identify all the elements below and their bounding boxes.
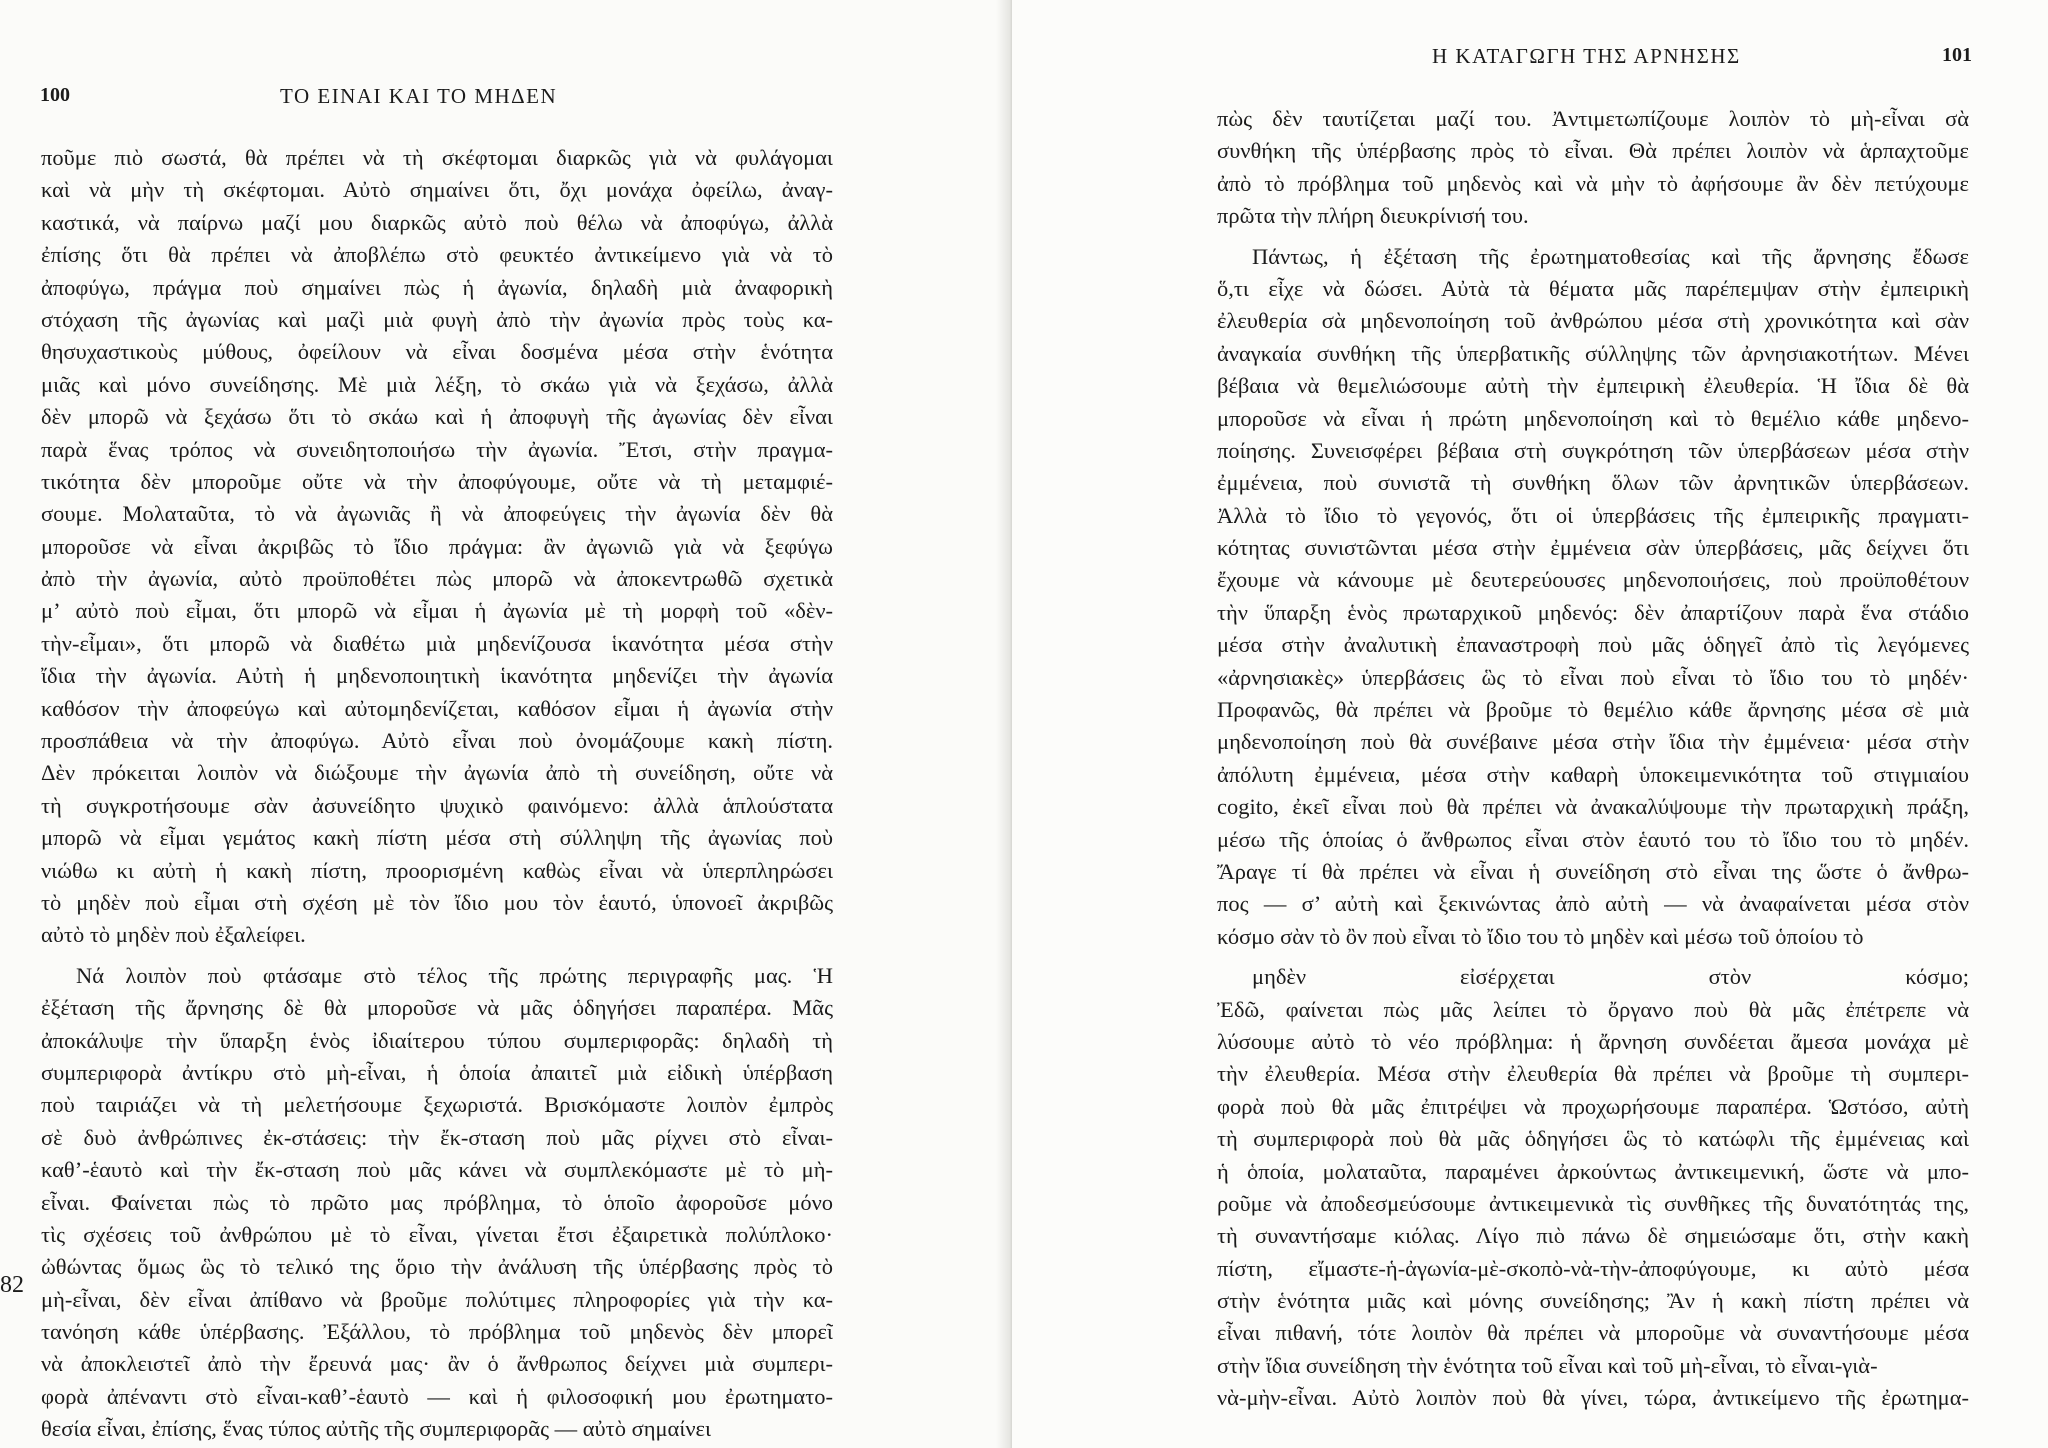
text-line: μέσα στὴν ἀναλυτικὴ ἐπαναστροφὴ ποὺ μᾶς ὁδηγεῖ ἀπὸ τὶς λεγόμενες bbox=[1217, 632, 1969, 658]
right-page-header bbox=[1212, 44, 1972, 84]
right-page bbox=[1012, 0, 2048, 1448]
text-line: Ἀλλὰ τὸ ἴδιο τὸ γεγονός, ὅτι οἱ ὑπερβάσεις τῆς ἐμπειρικῆς πραγματι- bbox=[1217, 502, 1969, 528]
text-line: σὲ δυὸ ἀνθρώπινες ἐκ-στάσεις: τὴν ἔκ-σταση ποὺ μᾶς ρίχνει στὸ εἶναι- bbox=[41, 1124, 833, 1150]
text-line: συμπεριφορὰ ἀντίκρυ στὸ μὴ-εἶναι, ἡ ὁποία ἀπαιτεῖ μιὰ εἰδικὴ ὑπέρβαση bbox=[41, 1059, 833, 1085]
text-line: καθ’-ἑαυτὸ καὶ τὴν ἔκ-σταση ποὺ μᾶς κάνει νὰ συμπλεκόμαστε μὲ τὸ μὴ- bbox=[41, 1157, 833, 1183]
text-line: βέβαια νὰ θεμελιώσουμε αὐτὴ τὴν ἐμπειρικὴ ἐλευθερία. Ἡ ἴδια δὲ θὰ bbox=[1217, 373, 1969, 399]
text-line: μποροῦσε νὰ εἶναι ἀκριβῶς τὸ ἴδιο πράγμα: ἂν ἀγωνιῶ γιὰ νὰ ξεφύγω bbox=[41, 533, 833, 559]
right-page-body bbox=[1217, 103, 1969, 1415]
text-line: λύσουμε αὐτὸ τὸ νέο πρόβλημα: ἡ ἄρνηση συνδέεται ἄμεσα μονάχα μὲ bbox=[1217, 1028, 1969, 1054]
text-line: κότητας συνιστῶνται μέσα στὴν ἐμμένεια σὰν ὑπερβάσεις, μᾶς δείχνει ὅτι bbox=[1217, 535, 1969, 561]
text-line: τὴν ἐλευθερία. Μέσα στὴν ἐλευθερία θὰ πρέπει νὰ βροῦμε τὴ συμπερι- bbox=[1217, 1061, 1969, 1087]
text-line: τὴ συγκροτήσουμε σὰν ἀσυνείδητο ψυχικὸ φαινόμενο: ἀλλὰ ἁπλούστατα bbox=[41, 792, 833, 818]
text-line: τὴ συναντήσαμε κιόλας. Λίγο πιὸ πάνω δὲ σημειώσαμε ὅτι, στὴν κακὴ bbox=[1217, 1223, 1969, 1249]
text-line: μὴ-εἶναι, δὲν εἶναι ἀπίθανο νὰ βροῦμε πολύτιμες πληροφορίες γιὰ τὴν κα- bbox=[41, 1286, 833, 1312]
text-line: μποροῦσε νὰ εἶναι ἡ πρώτη μηδενοποίηση καὶ τὸ θεμέλιο κάθε μηδενο- bbox=[1217, 405, 1969, 431]
text-line: ροῦμε νὰ ἀποδεσμεύσουμε ἀντικειμενικὰ τὶς συνθῆκες τῆς δυνατότητάς της, bbox=[1217, 1190, 1969, 1216]
text-line: ἀποκάλυψε τὴν ὕπαρξη ἑνὸς ἰδιαίτερου τύπου συμπεριφορᾶς: δηλαδὴ τὴ bbox=[41, 1027, 833, 1053]
text-line: Προφανῶς, θὰ πρέπει νὰ βροῦμε τὸ θεμέλιο κάθε ἄρνησης μέσα σὲ μιὰ bbox=[1217, 697, 1969, 723]
text-line: πος — σ’ αὐτὴ καὶ ξεκινώντας ἀπὸ αὐτὴ — νὰ ἀναφαίνεται μέσα στὸν bbox=[1217, 891, 1969, 917]
text-line: καστικά, νὰ παίρνω μαζί μου διαρκῶς αὐτὸ ποὺ θέλω νὰ ἀποφύγω, ἀλλὰ bbox=[41, 209, 833, 235]
text-line: μέσω τῆς ὁποίας ὁ ἄνθρωπος εἶναι στὸν ἑαυτό του τὸ ἴδιο του τὸ μηδέν. bbox=[1217, 826, 1969, 852]
text-line: κόσμο σὰν τὸ ὂν ποὺ εἶναι τὸ ἴδιο του τὸ μηδὲν καὶ μέσω τοῦ ὁποίου τὸ bbox=[1217, 923, 1864, 949]
text-line: ὠθώντας ὅμως ὣς τὸ τελικό της ὅριο τὴν ἀνάλυση τῆς ὑπέρβασης πρὸς τὸ bbox=[41, 1254, 833, 1280]
text-line: τὴ συμπεριφορὰ ποὺ θὰ μᾶς ὁδηγήσει ὣς τὸ κατώφλι τῆς ἐμμένειας καὶ bbox=[1217, 1126, 1969, 1152]
text-line: καθόσον τὴν ἀποφεύγω καὶ αὐτομηδενίζεται, καθόσον εἶμαι ἡ ἀγωνία στὴν bbox=[41, 695, 833, 721]
text-line: μηδενοποίηση ποὺ θὰ συνέβαινε μέσα στὴν ἴδια τὴν ἐμμένεια· μέσα στὴν bbox=[1217, 729, 1969, 755]
text-line: πρῶτα τὴν πλήρη διευκρίνισή του. bbox=[1217, 203, 1529, 229]
text-line: cogito, ἐκεῖ εἶναι ποὺ θὰ πρέπει νὰ ἀνακαλύψουμε τὴν πρωταρχικὴ πράξη, bbox=[1217, 794, 1969, 820]
text-line: μ’ αὐτὸ ποὺ εἶμαι, ὅτι μπορῶ νὰ εἶμαι ἡ ἀγωνία μὲ τὴ μορφὴ τοῦ «δὲν- bbox=[41, 598, 833, 624]
text-line: ἐμμένεια, ποὺ συνιστᾶ τὴ συνθήκη ὅλων τῶν ἀρνητικῶν ὑπερβάσεων. bbox=[1217, 470, 1969, 496]
text-line: συνθήκη τῆς ὑπέρβασης πρὸς τὸ εἶναι. Θὰ πρέπει λοιπὸν νὰ ἁρπαχτοῦμε bbox=[1217, 138, 1969, 164]
text-line: εἶναι. Φαίνεται πὼς τὸ πρῶτο μας πρόβλημα, τὸ ὁποῖο ἀφοροῦσε μόνο bbox=[41, 1189, 833, 1215]
text-line: στὴν ἴδια συνείδηση τὴν ἑνότητα τοῦ εἶναι καὶ τοῦ μὴ-εἶναι, τὸ εἶναι-γιὰ- bbox=[1217, 1352, 1878, 1378]
text-line: τὴν-εἶμαι», ὅτι μπορῶ νὰ διαθέτω μιὰ μηδενίζουσα ἱκανότητα μέσα στὴν bbox=[41, 630, 833, 656]
text-line: μηδὲν εἰσέρχεται στὸν κόσμο; bbox=[1252, 964, 1969, 990]
left-page bbox=[0, 0, 1012, 1448]
text-line: ποίησης. Συνεισφέρει βέβαια στὴ συγκρότηση τῶν ὑπερβάσεων μέσα στὴν bbox=[1217, 437, 1969, 463]
text-line: ὅ,τι εἶχε νὰ δώσει. Αὐτὰ τὰ θέματα μᾶς παρέπεμψαν στὴν ἐμπειρικὴ bbox=[1217, 275, 1969, 301]
text-line: φορὰ ἀπέναντι στὸ εἶναι-καθ’-ἑαυτὸ — καὶ ἡ φιλοσοφική μου ἐρωτηματο- bbox=[41, 1383, 833, 1409]
left-page-body bbox=[41, 142, 833, 1446]
text-line: ἐλευθερία σὰ μηδενοποίηση τοῦ ἀνθρώπου μέσα στὴ χρονικότητα καὶ σὰν bbox=[1217, 308, 1969, 334]
text-line: πίστη, εἴμαστε-ἡ-ἀγωνία-μὲ-σκοπὸ-νὰ-τὴν-ἀποφύγουμε, κι αὐτὸ μέσα bbox=[1217, 1255, 1969, 1281]
text-line: μπορῶ νὰ εἶμαι γεμάτος κακὴ πίστη μέσα στὴ σύλληψη τῆς ἀγωνίας ποὺ bbox=[41, 825, 833, 851]
text-line: ἐξέταση τῆς ἄρνησης δὲ θὰ μποροῦσε νὰ μᾶς ὁδηγήσει παραπέρα. Μᾶς bbox=[41, 995, 833, 1021]
text-line: ἀναγκαία συνθήκη τῆς ὑπερβατικῆς σύλληψης τῶν ἀρνησιακοτήτων. Μένει bbox=[1217, 340, 1969, 366]
text-line: θησυχαστικοὺς μύθους, ὀφείλουν νὰ εἶναι δοσμένα μέσα στὴν ἑνότητα bbox=[41, 339, 833, 365]
text-line: τικότητα δὲν μποροῦμε οὔτε νὰ τὴν ἀποφύγουμε, οὔτε νὰ τὴ μεταμφιέ- bbox=[41, 468, 833, 494]
text-line: «ἀρνησιακὲς» ὑπερβάσεις ὣς τὸ εἶναι ποὺ εἶναι τὸ ἴδιο του τὸ μηδέν· bbox=[1217, 664, 1969, 690]
text-line: νιώθω κι αὐτὴ ἡ κακὴ πίστη, προορισμένη καθὼς εἶναι νὰ ὑπερπληρώσει bbox=[41, 857, 833, 883]
text-line: ποὺ ταιριάζει νὰ τὴ μελετήσουμε ξεχωριστά. Βρισκόμαστε λοιπὸν ἐμπρὸς bbox=[41, 1092, 833, 1118]
text-line: ἡ ὁποία, μολαταῦτα, παραμένει ἀρκούντως ἀντικειμενική, ὥστε νὰ μπο- bbox=[1217, 1158, 1969, 1184]
page-number: 101 bbox=[1942, 44, 1972, 66]
text-line: ἐπίσης ὅτι θὰ πρέπει νὰ ἀποβλέπω στὸ φευκτέο ἀντικείμενο γιὰ νὰ τὸ bbox=[41, 242, 833, 268]
text-line: θεσία εἶναι, ἐπίσης, ἕνας τύπος αὐτῆς τῆς συμπεριφορᾶς — αὐτὸ σημαίνει bbox=[41, 1416, 712, 1442]
text-line: παρὰ ἕνας τρόπος νὰ συνειδητοποιήσω τὴν ἀγωνία. Ἔτσι, στὴν πραγμα- bbox=[41, 436, 833, 462]
text-line: προσπάθεια νὰ τὴν ἀποφύγω. Αὐτὸ εἶναι ποὺ ὀνομάζουμε κακὴ πίστη. bbox=[41, 728, 833, 754]
text-line: ἀπόλυτη ἐμμένεια, μέσα στὴν καθαρὴ ὑποκειμενικότητα τοῦ στιγμιαίου bbox=[1217, 761, 1969, 787]
text-line: ἀποφύγω, πράγμα ποὺ σημαίνει πὼς ἡ ἀγωνία, δηλαδὴ μιὰ ἀναφορικὴ bbox=[41, 274, 833, 300]
page-number: 100 bbox=[40, 84, 70, 106]
text-line: δὲν μπορῶ νὰ ξεχάσω ὅτι τὸ σκάω καὶ ἡ ἀποφυγὴ τῆς ἀγωνίας δὲν εἶναι bbox=[41, 404, 833, 430]
text-line: Δὲν πρόκειται λοιπὸν νὰ διώξουμε τὴν ἀγωνία ἀπὸ τὴ συνείδηση, οὔτε νὰ bbox=[41, 760, 833, 786]
text-line: καὶ νὰ μὴν τὴ σκέφτομαι. Αὐτὸ σημαίνει ὅτι, ὄχι μονάχα ὀφείλω, ἀναγ- bbox=[41, 177, 833, 203]
text-line: πὼς δὲν ταυτίζεται μαζί του. Ἀντιμετωπίζουμε λοιπὸν τὸ μὴ-εἶναι σὰ bbox=[1217, 106, 1969, 131]
text-line: ἴδια τὴν ἀγωνία. Αὐτὴ ἡ μηδενοποιητικὴ ἱκανότητα μηδενίζει τὴν ἀγωνία bbox=[41, 663, 833, 689]
margin-number: 82 bbox=[0, 1272, 24, 1298]
text-line: τανόηση κάθε ὑπέρβασης. Ἐξάλλου, τὸ πρόβλημα τοῦ μηδενὸς δὲν μπορεῖ bbox=[41, 1319, 833, 1345]
text-line: Νά λοιπὸν ποὺ φτάσαμε στὸ τέλος τῆς πρώτης περιγραφῆς μας. Ἡ bbox=[76, 962, 833, 988]
text-line: ποῦμε πιὸ σωστά, θὰ πρέπει νὰ τὴ σκέφτομαι διαρκῶς γιὰ νὰ φυλάγομαι bbox=[41, 145, 833, 170]
left-page-header bbox=[40, 84, 880, 124]
text-line: στὴν ἑνότητα μιᾶς καὶ μόνης συνείδησης; Ἂν ἡ κακὴ πίστη πρέπει νὰ bbox=[1217, 1288, 1969, 1314]
text-line: νὰ ἀποκλειστεῖ ἀπὸ τὴν ἔρευνά μας· ἂν ὁ ἄνθρωπος δείχνει μιὰ συμπερι- bbox=[41, 1351, 833, 1377]
text-line: φορὰ ποὺ θὰ μᾶς ἐπιτρέψει νὰ προχωρήσουμε παραπέρα. Ὡστόσο, αὐτὴ bbox=[1217, 1093, 1969, 1119]
text-line: αὐτὸ τὸ μηδὲν ποὺ ἐξαλείφει. bbox=[41, 922, 306, 948]
running-head: ΤΟ ΕΙΝΑΙ ΚΑΙ ΤΟ ΜΗΔΕΝ bbox=[280, 84, 558, 108]
text-line: τὶς σχέσεις τοῦ ἀνθρώπου μὲ τὸ εἶναι, γίνεται ἔτσι ἐξαιρετικὰ πολύπλοκο· bbox=[41, 1221, 833, 1247]
text-line: ἀπὸ τὴν ἀγωνία, αὐτὸ προϋποθέτει πὼς μπορῶ νὰ ἀποκεντρωθῶ σχετικὰ bbox=[41, 566, 833, 592]
running-head: Η ΚΑΤΑΓΩΓΗ ΤΗΣ ΑΡΝΗΣΗΣ bbox=[1432, 44, 1741, 68]
text-line: Ἐδῶ, φαίνεται πὼς μᾶς λείπει τὸ ὄργανο ποὺ θὰ μᾶς ἐπέτρεπε νὰ bbox=[1217, 996, 1969, 1022]
text-line: Ἄραγε τί θὰ πρέπει νὰ εἶναι ἡ συνείδηση στὸ εἶναι της ὥστε ὁ ἄνθρω- bbox=[1217, 858, 1969, 884]
text-line: τὴν ὕπαρξη ἑνὸς πρωταρχικοῦ μηδενός: δὲν ἀπαρτίζουν παρὰ ἕνα στάδιο bbox=[1217, 599, 1969, 625]
text-line: στόχαση τῆς ἀγωνίας καὶ μαζὶ μιὰ φυγὴ ἀπὸ τὴν ἀγωνία πρὸς τοὺς κα- bbox=[41, 306, 833, 332]
text-line: εἶναι πιθανή, τότε λοιπὸν θὰ πρέπει νὰ μποροῦμε νὰ συναντήσουμε μέσα bbox=[1217, 1320, 1969, 1346]
text-line: ἔχουμε νὰ κάνουμε μὲ δευτερεύουσες μηδενοποιήσεις, ποὺ προϋποθέτουν bbox=[1217, 567, 1969, 593]
text-line: Πάντως, ἡ ἐξέταση τῆς ἐρωτηματοθεσίας καὶ τῆς ἄρνησης ἔδωσε bbox=[1252, 243, 1969, 269]
text-line: μιᾶς καὶ μόνο συνείδησης. Μὲ μιὰ λέξη, τὸ σκάω γιὰ νὰ ξεχάσω, ἀλλὰ bbox=[41, 371, 833, 397]
text-line: σουμε. Μολαταῦτα, τὸ νὰ ἀγωνιᾶς ἢ νὰ ἀποφεύγεις τὴν ἀγωνία δὲν θὰ bbox=[41, 501, 833, 527]
text-line: νὰ-μὴν-εἶναι. Αὐτὸ λοιπὸν ποὺ θὰ γίνει, τώρα, ἀντικείμενο τῆς ἐρωτημα- bbox=[1217, 1385, 1969, 1411]
text-line: τὸ μηδὲν ποὺ εἶμαι στὴ σχέση μὲ τὸν ἴδιο μου τὸν ἑαυτό, ὑπονοεῖ ἀκριβῶς bbox=[41, 889, 833, 915]
text-line: ἀπὸ τὸ πρόβλημα τοῦ μηδενὸς καὶ νὰ μὴν τὸ ἀφήσουμε ἂν δὲν πετύχουμε bbox=[1217, 170, 1969, 196]
